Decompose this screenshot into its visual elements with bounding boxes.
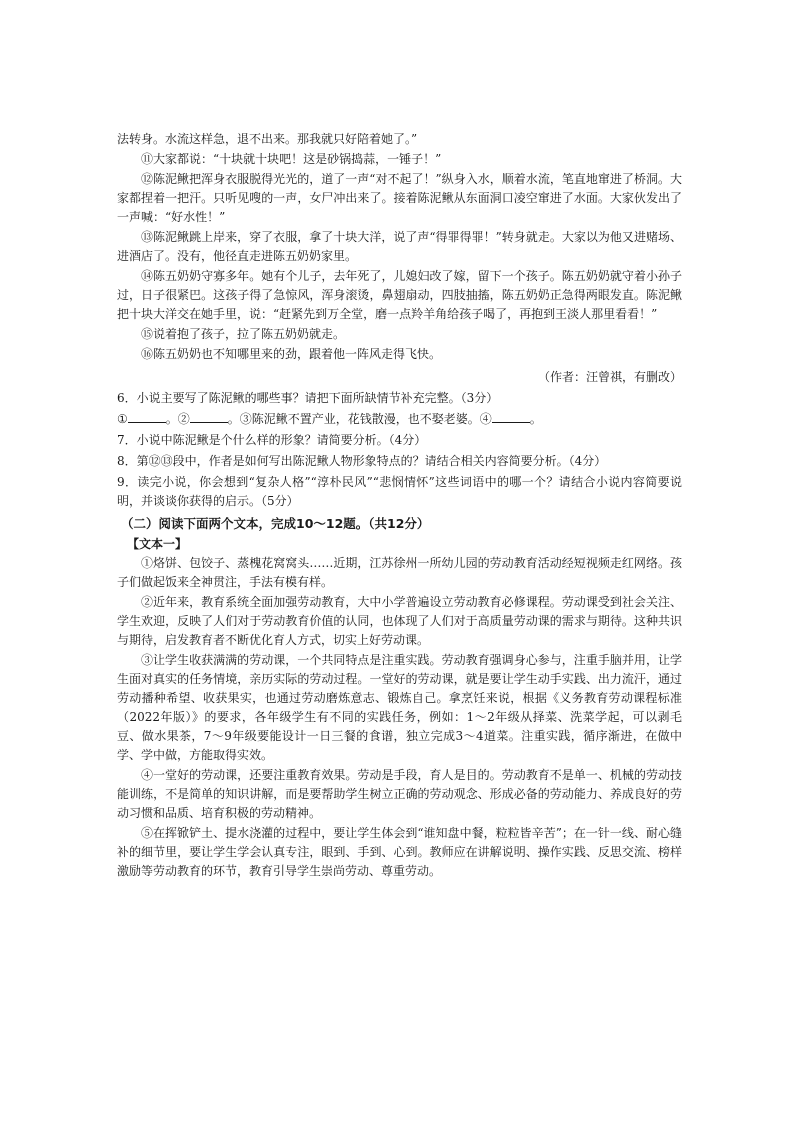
story-paragraph-15: ⑮说着抱了孩子，拉了陈五奶奶就走。 [141, 327, 346, 341]
question-7: 7．小说中陈泥鳅是个什么样的形象？请简要分析。（4分） [117, 433, 427, 447]
question-9: 9．读完小说，你会想到“复杂人格”“淳朴民风”“悲悯情怀”这些词语中的哪一个？请结合小说内容简要说明，并谈谈你获得的启示。（5分） [117, 475, 682, 508]
author-credit: （作者：汪曾祺，有删改） [537, 370, 682, 384]
question-6-blanks [117, 410, 682, 429]
text-1-paragraph-5: ⑤在挥锨铲土、提水浇灌的过程中，要让学生体会到“谁知盘中餐，粒粒皆辛苦”；在一针一线、耐心缝补的细节里，要让学生学会认真专注，眼到、手到、心到。教师应在讲解说明、操作实践、反思交流、榜样激励等劳动教育的环节，教育引导学生崇尚劳动、尊重劳动。 [117, 826, 682, 878]
answer-blank-2[interactable] [190, 410, 228, 423]
q6-label-3: 。③陈泥鳅不置产业，花钱散漫，也不娶老婆。④ [227, 412, 492, 426]
text-1-paragraph-2: ②近年来，教育系统全面加强劳动教育，大中小学普遍设立劳动教育必修课程。劳动课受到社会关注、学生欢迎，反映了人们对于劳动教育价值的认同，也体现了人们对于高质量劳动课的需求与期待。这种共识与期待，启发教育者不断优化育人方式，切实上好劳动课。 [117, 595, 682, 647]
q6-label-2: 。② [165, 412, 190, 426]
question-6: 6．小说主要写了陈泥鳅的哪些事？请把下面所缺情节补充完整。（3分） [117, 391, 499, 405]
section-2-heading: （二）阅读下面两个文本，完成10～12题。（共12分） [121, 516, 430, 531]
page-content [117, 130, 682, 882]
answer-blank-1[interactable] [128, 410, 166, 423]
question-8: 8．第⑫⑬段中，作者是如何写出陈泥鳅人物形象特点的？请结合相关内容简要分析。（4分） [117, 454, 607, 468]
q6-label-1: ① [117, 412, 128, 426]
story-paragraph-12: ⑫陈泥鳅把浑身衣服脱得光光的，道了一声“对不起了！”纵身入水，顺着水流，笔直地窜进了桥洞。大家都捏着一把汗。只听见嗖的一声，女尸冲出来了。接着陈泥鳅从东面洞口凌空窜进了水面。大家伙发出了一声喊：“好水性！” [117, 172, 682, 224]
story-paragraph-13: ⑬陈泥鳅跳上岸来，穿了衣服，拿了十块大洋，说了声“得罪得罪！”转身就走。大家以为他又进赌场、进酒店了。没有，他径直走进陈五奶奶家里。 [117, 230, 682, 263]
text-1-paragraph-3: ③让学生收获满满的劳动课，一个共同特点是注重实践。劳动教育强调身心参与，注重手脑并用，让学生面对真实的任务情境，亲历实际的劳动过程。一堂好的劳动课，就是要让学生动手实践、出力流汗，通过劳动播种希望、收获果实，也通过劳动磨炼意志、锻炼自己。拿烹饪来说，根据《义务教育劳动课程标准（2022年版）》的要求，各年级学生有不同的实践任务，例如：1～2年级从择菜、洗菜学起，可以剥毛豆、做水果茶，7～9年级要能设计一日三餐的食谱，独立完成3～4道菜。注重实践，循序渐进，在做中学、学中做，方能取得实效。 [117, 653, 682, 762]
text-1-label: 【文本一】 [127, 537, 188, 551]
story-continuation: 法转身。水流这样急，退不出来。那我就只好陪着她了。” [117, 132, 418, 146]
text-1-paragraph-1: ①烙饼、包饺子、蒸槐花窝窝头……近期，江苏徐州一所幼儿园的劳动教育活动经短视频走红网络。孩子们做起饭来全神贯注，手法有模有样。 [117, 556, 682, 589]
story-paragraph-14: ⑭陈五奶奶守寡多年。她有个儿子，去年死了，儿媳妇改了嫁，留下一个孩子。陈五奶奶就守着小孙子过，日子很紧巴。这孩子得了急惊风，浑身滚烫，鼻翅扇动，四肢抽搐，陈五奶奶正急得两眼发直。陈泥鳅把十块大洋交在她手里，说：“赶紧先到万全堂，磨一点羚羊角给孩子喝了，再抱到王淡人那里看看！” [117, 269, 682, 321]
story-paragraph-11: ⑪大家都说：“十块就十块吧！这是砂锅捣蒜，一锤子！” [141, 152, 442, 166]
answer-blank-4[interactable] [492, 410, 530, 423]
story-paragraph-16: ⑯陈五奶奶也不知哪里来的劲，跟着他一阵风走得飞快。 [141, 347, 442, 361]
text-1-paragraph-4: ④一堂好的劳动课，还要注重教育效果。劳动是手段，育人是目的。劳动教育不是单一、机械的劳动技能训练，不是简单的知识讲解，而是要帮助学生树立正确的劳动观念、形成必备的劳动能力、养成良好的劳动习惯和品质、培育积极的劳动精神。 [117, 768, 682, 820]
q6-label-4: 。 [529, 412, 542, 426]
